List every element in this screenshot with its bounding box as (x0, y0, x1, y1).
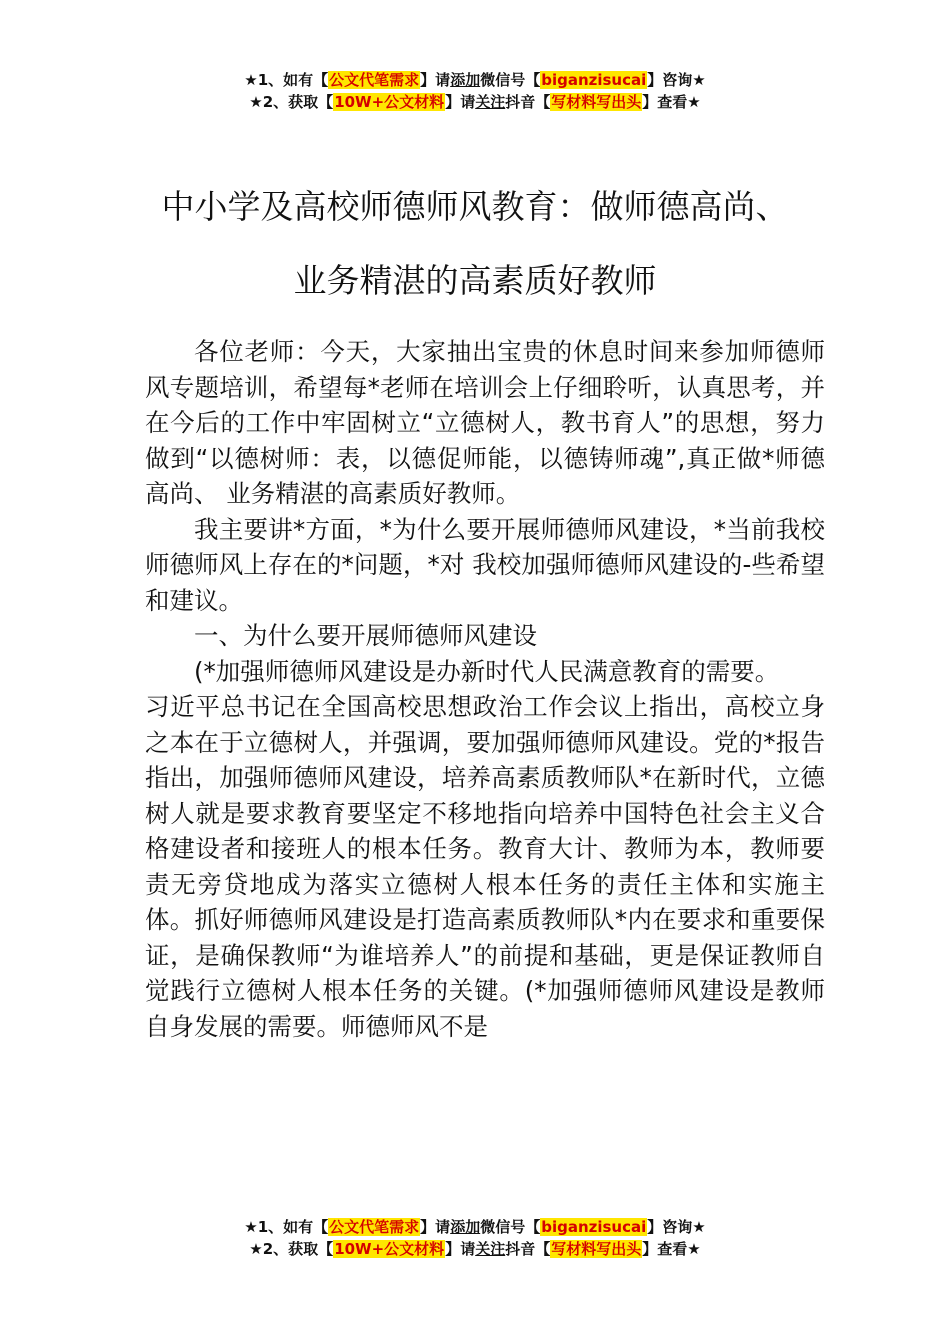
promo-line-2: ★2、获取【10W+公文材料】请关注抖音【写材料写出头】查看★ (249, 1240, 701, 1258)
document-body (145, 334, 825, 1044)
promo-highlight: 10W+公文材料 (334, 1240, 445, 1258)
paragraph: (*加强师德师风建设是办新时代人民满意教育的需要。 (194, 656, 780, 686)
promo-line-1: ★1、如有【公文代笔需求】请添加微信号【biganzisucai】咨询★ (244, 71, 706, 89)
promo-highlight: 公文代笔需求 (329, 1218, 420, 1236)
promo-header (0, 69, 950, 113)
promo-highlight: 公文代笔需求 (329, 71, 420, 89)
promo-footer (0, 1216, 950, 1260)
promo-line-1: ★1、如有【公文代笔需求】请添加微信号【biganzisucai】咨询★ (244, 1218, 706, 1236)
promo-wechat-id: biganzisucai (541, 71, 647, 89)
promo-wechat-id: biganzisucai (541, 1218, 647, 1236)
promo-douyin-id: 写材料写出头 (551, 93, 642, 111)
title-line-1: 中小学及高校师德师风教育：做师德高尚、 (161, 187, 789, 226)
section-heading: 一、为什么要开展师德师风建设 (194, 621, 537, 650)
paragraph: 我主要讲*方面，*为什么要开展师德师风建设，*当前我校师德师风上存在的*问题，*对 我校加强师德师风建设的-些希望和建议。 (145, 514, 825, 615)
title-line-2: 业务精湛的高素质好教师 (293, 261, 657, 300)
document-title (0, 170, 950, 318)
paragraph-continuation: 习近平总书记在全国高校思想政治工作会议上指出，高校立身之本在于立德树人，并强调，要加强师德师风建设。党的*报告指出，加强师德师风建设，培养高素质教师队*在新时代，立德树人就是要求教育要坚定不移地指向培养中国特色社会主义合格建设者和接班人的根本任务。教育大计、教师为本，教师要责无旁贷地成为落实立德树人根本任务的责任主体和实施主体。抓好师德师风建设是打造高素质教师队*内在要求和重要保证，是确保教师“为谁培养人”的前提和基础，更是保证教师自觉践行立德树人根本任务的关键。(*加强师德师风建设是教师自身发展的需要。师德师风不是 (145, 692, 825, 1041)
promo-douyin-id: 写材料写出头 (551, 1240, 642, 1258)
paragraph: 各位老师：今天，大家抽出宝贵的休息时间来参加师德师风专题培训，希望每*老师在培训会上仔细聆听，认真思考，并在今后的工作中牢固树立“立德树人，教书育人”的思想，努力做到“以德树师：表，以德促师能，以德铸师魂”,真正做*师德高尚、 业务精湛的高素质好教师。 (145, 337, 825, 508)
promo-line-2: ★2、获取【10W+公文材料】请关注抖音【写材料写出头】查看★ (249, 93, 701, 111)
promo-highlight: 10W+公文材料 (334, 93, 445, 111)
